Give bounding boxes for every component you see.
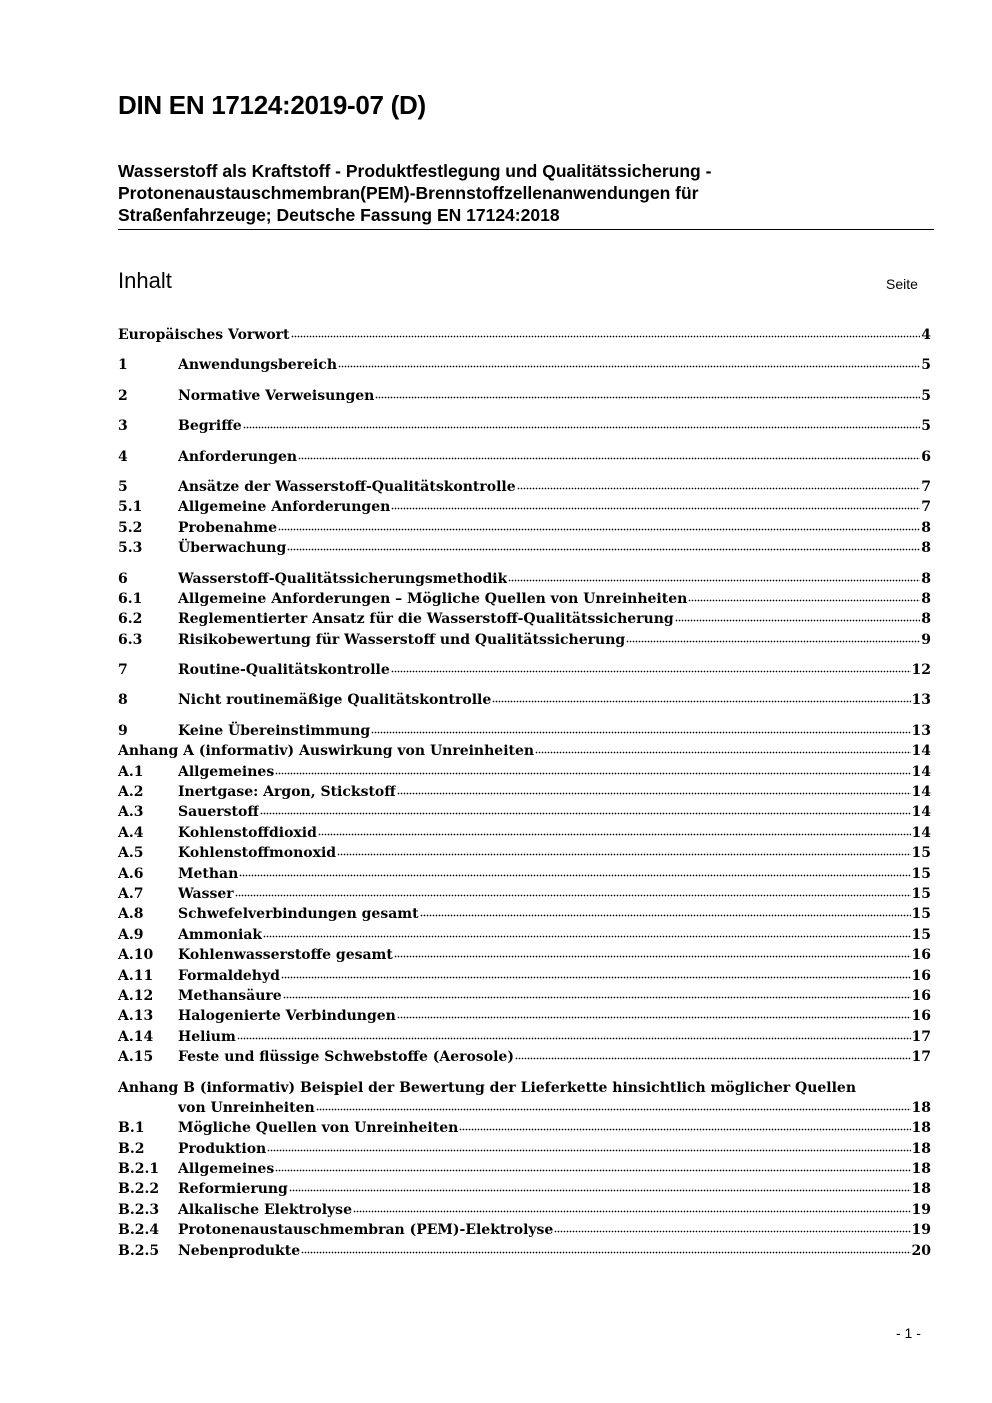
toc-entry[interactable]	[118, 802, 931, 822]
document-subtitle	[118, 160, 934, 226]
page-column-label: Seite	[886, 276, 918, 292]
dot-leader	[287, 548, 920, 552]
dot-leader	[459, 1128, 910, 1132]
dot-leader	[281, 976, 911, 980]
dot-leader	[291, 335, 921, 339]
toc-entry-number: A.13	[118, 1008, 154, 1025]
toc-entry-page: 18	[911, 1120, 931, 1137]
toc-entry-page: 13	[911, 722, 931, 739]
dot-leader	[235, 894, 911, 898]
toc-entry-number: 7	[118, 662, 128, 679]
toc-entry-number: A.2	[118, 784, 144, 801]
toc-entry-page: 17	[911, 1049, 931, 1066]
toc-entry-page: 18	[911, 1140, 931, 1157]
toc-entry[interactable]	[118, 925, 931, 945]
dot-leader	[397, 792, 911, 796]
toc-entry-page: 16	[911, 967, 931, 984]
toc-entry-title: Allgemeines	[178, 763, 275, 780]
toc-entry-title: Anwendungsbereich	[178, 357, 337, 374]
toc-entry-page: 14	[911, 784, 931, 801]
toc-entry[interactable]	[118, 1220, 931, 1240]
toc-entry-page: 8	[921, 519, 931, 536]
toc-entry[interactable]	[118, 986, 931, 1006]
toc-entry-number: 3	[118, 418, 128, 435]
toc-entry-page: 14	[911, 743, 931, 760]
toc-entry-number: A.15	[118, 1049, 154, 1066]
toc-entry-number: B.2.3	[118, 1201, 160, 1218]
dot-leader	[275, 772, 910, 776]
toc-entry-number: B.2.4	[118, 1222, 160, 1239]
toc-entry-number: B.2.1	[118, 1161, 160, 1178]
dot-leader	[626, 640, 920, 644]
title-divider	[118, 229, 934, 230]
dot-leader	[554, 1230, 910, 1234]
dot-leader	[515, 1057, 911, 1061]
dot-leader	[243, 426, 921, 430]
toc-entry[interactable]	[118, 518, 931, 538]
toc-entry-number: 6.3	[118, 631, 143, 648]
toc-entry-number: A.7	[118, 885, 144, 902]
toc-entry-title: Keine Übereinstimmung	[178, 722, 371, 739]
toc-entry-number: 4	[118, 448, 128, 465]
toc-entry-title: Produktion	[178, 1140, 267, 1157]
toc-entry[interactable]	[118, 1179, 931, 1199]
toc-entry[interactable]	[118, 660, 931, 680]
toc-entry-number: 5.3	[118, 540, 143, 557]
toc-entry-number: 5.2	[118, 519, 143, 536]
toc-entry[interactable]	[118, 762, 931, 782]
toc-entry-page: 14	[911, 763, 931, 780]
toc-entry-page: 5	[921, 357, 931, 374]
dot-leader	[278, 528, 920, 532]
toc-entry[interactable]	[118, 609, 931, 629]
toc-heading: Inhalt	[118, 268, 172, 293]
toc-entry[interactable]	[118, 355, 931, 375]
dot-leader	[237, 1037, 911, 1041]
toc-entry-title: Kohlenstoffdioxid	[178, 824, 317, 841]
toc-entry-number: B.1	[118, 1120, 145, 1137]
dot-leader	[289, 1189, 911, 1193]
dot-leader	[316, 1108, 911, 1112]
toc-entry-page: 16	[911, 987, 931, 1004]
toc-entry-title: Risikobewertung für Wasserstoff und Qualitätssicherung	[178, 631, 626, 648]
dot-leader	[375, 396, 920, 400]
toc-entry-number: A.1	[118, 763, 144, 780]
toc-entry-title: Methansäure	[178, 987, 282, 1004]
toc-entry-page: 8	[921, 570, 931, 587]
table-of-contents	[118, 325, 931, 1261]
toc-entry-page: 18	[911, 1181, 931, 1198]
toc-entry-number: A.4	[118, 824, 144, 841]
toc-entry[interactable]	[118, 843, 931, 863]
toc-entry-title: Feste und flüssige Schwebstoffe (Aerosole)	[178, 1049, 514, 1066]
subtitle-line: Straßenfahrzeuge; Deutsche Fassung EN 17124:2018	[118, 205, 560, 225]
dot-leader	[275, 1169, 910, 1173]
toc-entry-number: A.3	[118, 804, 144, 821]
document-id: DIN EN 17124:2019-07 (D)	[118, 90, 426, 120]
toc-entry[interactable]	[118, 569, 931, 589]
dot-leader	[391, 507, 920, 511]
toc-entry[interactable]	[118, 1159, 931, 1179]
toc-entry-page: 18	[911, 1161, 931, 1178]
toc-entry-title: Normative Verweisungen	[178, 387, 375, 404]
toc-entry-title: Kohlenwasserstoffe gesamt	[178, 947, 393, 964]
toc-entry-title: Wasserstoff-Qualitätssicherungsmethodik	[178, 570, 508, 587]
toc-entry-page: 5	[921, 418, 931, 435]
subtitle-line: Protonenaustauschmembran(PEM)-Brennstoffzellenanwendungen für	[118, 183, 699, 203]
toc-entry-title: Allgemeine Anforderungen	[178, 499, 391, 516]
toc-entry-title: Allgemeines	[178, 1161, 275, 1178]
toc-entry-page: 15	[911, 906, 931, 923]
toc-entry-page: 17	[911, 1028, 931, 1045]
toc-entry[interactable]	[118, 538, 931, 558]
dot-leader	[318, 833, 911, 837]
toc-entry-page: 5	[921, 387, 931, 404]
toc-entry-title: Reformierung	[178, 1181, 288, 1198]
dot-leader	[391, 670, 911, 674]
toc-entry[interactable]	[118, 1047, 931, 1067]
toc-entry-number: A.14	[118, 1028, 154, 1045]
toc-entry[interactable]	[118, 447, 931, 467]
dot-leader	[397, 1016, 911, 1020]
toc-entry-title: Anforderungen	[178, 448, 298, 465]
toc-entry-number: 5	[118, 478, 128, 495]
dot-leader	[535, 751, 910, 755]
toc-entry-title: Probenahme	[178, 519, 278, 536]
toc-entry-page: 7	[921, 478, 931, 495]
dot-leader	[675, 619, 921, 623]
dot-leader	[239, 874, 910, 878]
toc-entry[interactable]	[118, 1118, 931, 1138]
toc-entry-page: 13	[911, 692, 931, 709]
toc-entry-page: 15	[911, 885, 931, 902]
toc-entry-number: A.8	[118, 906, 144, 923]
toc-entry[interactable]	[118, 1006, 931, 1026]
dot-leader	[371, 731, 910, 735]
toc-entry-title: Kohlenstoffmonoxid	[178, 845, 337, 862]
toc-entry-page: 20	[911, 1242, 931, 1259]
dot-leader	[260, 812, 911, 816]
toc-entry-number: A.5	[118, 845, 144, 862]
dot-leader	[301, 1251, 910, 1255]
dot-leader	[688, 599, 920, 603]
toc-entry-title: Helium	[178, 1028, 236, 1045]
toc-entry-number: B.2	[118, 1140, 145, 1157]
toc-entry[interactable]	[118, 1027, 931, 1047]
toc-entry-title: Ammoniak	[178, 926, 263, 943]
page-number: - 1 -	[896, 1325, 921, 1341]
toc-entry-number: A.6	[118, 865, 144, 882]
toc-entry-number: 6.2	[118, 611, 143, 628]
toc-entry-number: 1	[118, 357, 128, 374]
toc-entry[interactable]	[118, 477, 931, 497]
toc-entry[interactable]	[118, 416, 931, 436]
toc-entry-page: 18	[911, 1099, 931, 1116]
dot-leader	[508, 579, 920, 583]
dot-leader	[353, 1210, 911, 1214]
toc-entry[interactable]	[118, 497, 931, 517]
toc-entry-title: Europäisches Vorwort	[118, 327, 290, 343]
toc-entry-title: Nicht routinemäßige Qualitätskontrolle	[178, 692, 492, 709]
toc-entry[interactable]	[118, 966, 931, 986]
toc-entry-number: 6.1	[118, 590, 143, 607]
toc-entry[interactable]	[118, 1139, 931, 1159]
toc-entry[interactable]	[118, 1200, 931, 1220]
toc-entry-title: Begriffe	[178, 418, 242, 435]
toc-entry[interactable]	[118, 690, 931, 710]
toc-entry-page: 9	[921, 631, 931, 648]
toc-entry-page: 8	[921, 611, 931, 628]
dot-leader	[492, 700, 910, 704]
toc-entry-page: 15	[911, 865, 931, 882]
toc-entry-number: A.12	[118, 987, 154, 1004]
toc-entry-page: 7	[921, 499, 931, 516]
toc-entry[interactable]	[118, 1078, 931, 1119]
toc-entry-number: B.2.5	[118, 1242, 160, 1259]
toc-entry-number: A.11	[118, 967, 154, 984]
toc-entry-title: Allgemeine Anforderungen – Mögliche Quellen von Unreinheiten	[178, 590, 688, 607]
toc-entry-title: Wasser	[178, 885, 234, 902]
dot-leader	[337, 853, 910, 857]
toc-entry-number: 8	[118, 692, 128, 709]
toc-entry-page: 19	[911, 1201, 931, 1218]
toc-entry[interactable]	[118, 325, 931, 345]
toc-entry-title: Inertgase: Argon, Stickstoff	[178, 784, 396, 801]
toc-entry-title: Methan	[178, 865, 239, 882]
toc-entry-title: Ansätze der Wasserstoff-Qualitätskontrolle	[178, 478, 516, 495]
toc-entry-page: 12	[911, 662, 931, 679]
toc-entry-title: Überwachung	[178, 540, 287, 557]
toc-entry-page: 14	[911, 824, 931, 841]
toc-entry-title: Halogenierte Verbindungen	[178, 1008, 396, 1025]
dot-leader	[298, 457, 920, 461]
toc-entry-page: 14	[911, 804, 931, 821]
toc-entry-title: Formaldehyd	[178, 967, 280, 984]
dot-leader	[338, 365, 920, 369]
toc-entry-page: 8	[921, 540, 931, 557]
toc-entry[interactable]	[118, 1241, 931, 1261]
toc-entry[interactable]	[118, 945, 931, 965]
subtitle-line: Wasserstoff als Kraftstoff - Produktfestlegung und Qualitätssicherung -	[118, 161, 712, 181]
toc-entry-page: 6	[921, 448, 931, 465]
toc-entry-number: B.2.2	[118, 1181, 160, 1198]
toc-entry[interactable]	[118, 589, 931, 609]
toc-entry-title: Anhang B (informativ) Beispiel der Bewertung der Lieferkette hinsichtlich möglicher Quellen	[118, 1079, 857, 1096]
toc-entry-title: Nebenprodukte	[178, 1242, 301, 1259]
dot-leader	[394, 955, 911, 959]
toc-entry-number: 2	[118, 387, 128, 404]
toc-entry-title: Routine-Qualitätskontrolle	[178, 662, 390, 679]
toc-entry-page: 4	[921, 327, 931, 343]
toc-entry[interactable]	[118, 630, 931, 650]
dot-leader	[267, 1149, 910, 1153]
toc-entry-number: A.9	[118, 926, 144, 943]
toc-entry[interactable]	[118, 782, 931, 802]
toc-entry-title: Schwefelverbindungen gesamt	[178, 906, 419, 923]
toc-entry-page: 16	[911, 1008, 931, 1025]
toc-entry[interactable]	[118, 904, 931, 924]
dot-leader	[420, 914, 911, 918]
toc-entry-title: Protonenaustauschmembran (PEM)-Elektrolyse	[178, 1222, 554, 1239]
toc-entry-title: Alkalische Elektrolyse	[178, 1201, 352, 1218]
toc-entry-page: 8	[921, 590, 931, 607]
toc-entry-title-continuation: von Unreinheiten	[178, 1099, 315, 1116]
toc-entry-page: 15	[911, 926, 931, 943]
dot-leader	[517, 487, 921, 491]
toc-entry[interactable]	[118, 884, 931, 904]
dot-leader	[263, 935, 910, 939]
toc-entry-number: 6	[118, 570, 128, 587]
toc-entry-title: Sauerstoff	[178, 804, 259, 821]
toc-entry-page: 19	[911, 1222, 931, 1239]
toc-entry[interactable]	[118, 386, 931, 406]
toc-entry-page: 15	[911, 845, 931, 862]
toc-entry[interactable]	[118, 864, 931, 884]
toc-entry-title: Reglementierter Ansatz für die Wasserstoff-Qualitätssicherung	[178, 611, 674, 628]
toc-entry-title: Anhang A (informativ) Auswirkung von Unreinheiten	[118, 743, 535, 760]
dot-leader	[283, 996, 911, 1000]
toc-entry[interactable]	[118, 741, 931, 761]
toc-entry-page: 16	[911, 947, 931, 964]
toc-entry-title: Mögliche Quellen von Unreinheiten	[178, 1120, 459, 1137]
toc-entry[interactable]	[118, 721, 931, 741]
toc-entry-number: 9	[118, 722, 128, 739]
toc-entry-number: A.10	[118, 947, 154, 964]
toc-entry[interactable]	[118, 823, 931, 843]
toc-entry-number: 5.1	[118, 499, 143, 516]
